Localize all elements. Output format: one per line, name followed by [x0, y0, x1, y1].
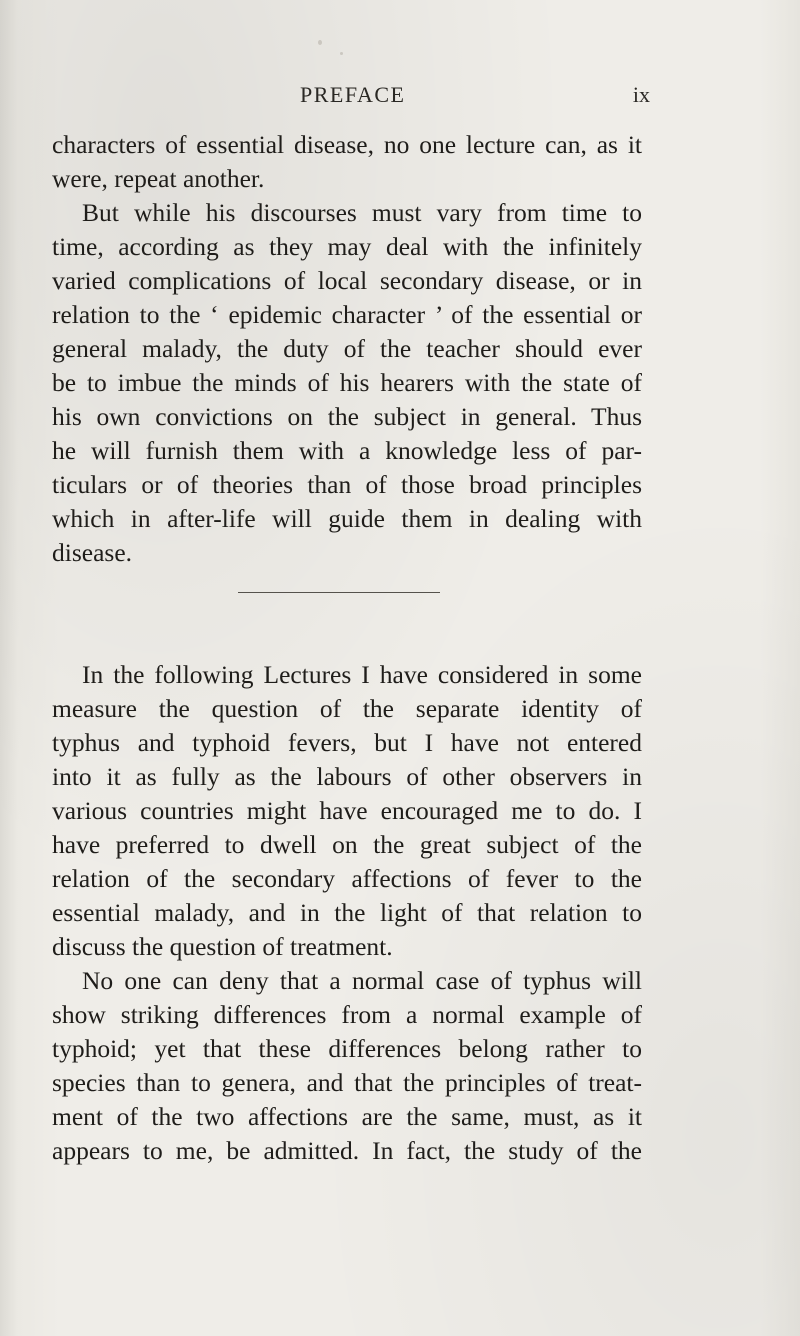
ink-smudge — [318, 40, 322, 45]
text-line: relation of the secondary affections of fever to the — [52, 864, 642, 893]
text-line: show striking differences from a normal example of — [52, 1000, 642, 1029]
text-line: appears to me, be admitted. In fact, the study of the — [52, 1136, 642, 1165]
text-line: characters of essential disease, no one lecture can, as it — [52, 130, 642, 159]
ink-smudge — [340, 52, 343, 55]
text-line: In the following Lectures I have considered in some — [82, 660, 642, 689]
text-line: into it as fully as the labours of other observers in — [52, 762, 642, 791]
text-line: were, repeat another. — [52, 164, 265, 193]
text-line: be to imbue the minds of his hearers with the state of — [52, 368, 642, 397]
text-line: ticulars or of theories than of those broad principles — [52, 470, 642, 499]
running-head: PREFACE — [300, 82, 406, 107]
text-line: varied complications of local secondary disease, or in — [52, 266, 642, 295]
text-line: But while his discourses must vary from time to — [82, 198, 642, 227]
text-line: general malady, the duty of the teacher should ever — [52, 334, 642, 363]
text-line: typhus and typhoid fevers, but I have not entered — [52, 728, 642, 757]
section-divider — [238, 592, 440, 593]
text-line: species than to genera, and that the principles of treat- — [52, 1068, 642, 1097]
text-line: discuss the question of treatment. — [52, 932, 393, 961]
text-line: have preferred to dwell on the great subject of the — [52, 830, 642, 859]
text-line: essential malady, and in the light of that relation to — [52, 898, 642, 927]
text-line: measure the question of the separate identity of — [52, 694, 642, 723]
text-line: his own convictions on the subject in general. Thus — [52, 402, 642, 431]
text-line: disease. — [52, 538, 133, 567]
text-line: he will furnish them with a knowledge less of par- — [52, 436, 642, 465]
text-line: which in after-life will guide them in dealing with — [52, 504, 642, 533]
text-line: time, according as they may deal with the infinitely — [52, 232, 642, 261]
text-line: ment of the two affections are the same, must, as it — [52, 1102, 642, 1131]
page-number: ix — [632, 82, 650, 107]
text-line: No one can deny that a normal case of typhus will — [82, 966, 642, 995]
text-line: typhoid; yet that these differences belong rather to — [52, 1034, 642, 1063]
text-line: relation to the ‘ epidemic character ’ of the essential or — [52, 300, 642, 329]
text-line: various countries might have encouraged me to do. I — [52, 796, 642, 825]
page-header — [0, 82, 800, 112]
